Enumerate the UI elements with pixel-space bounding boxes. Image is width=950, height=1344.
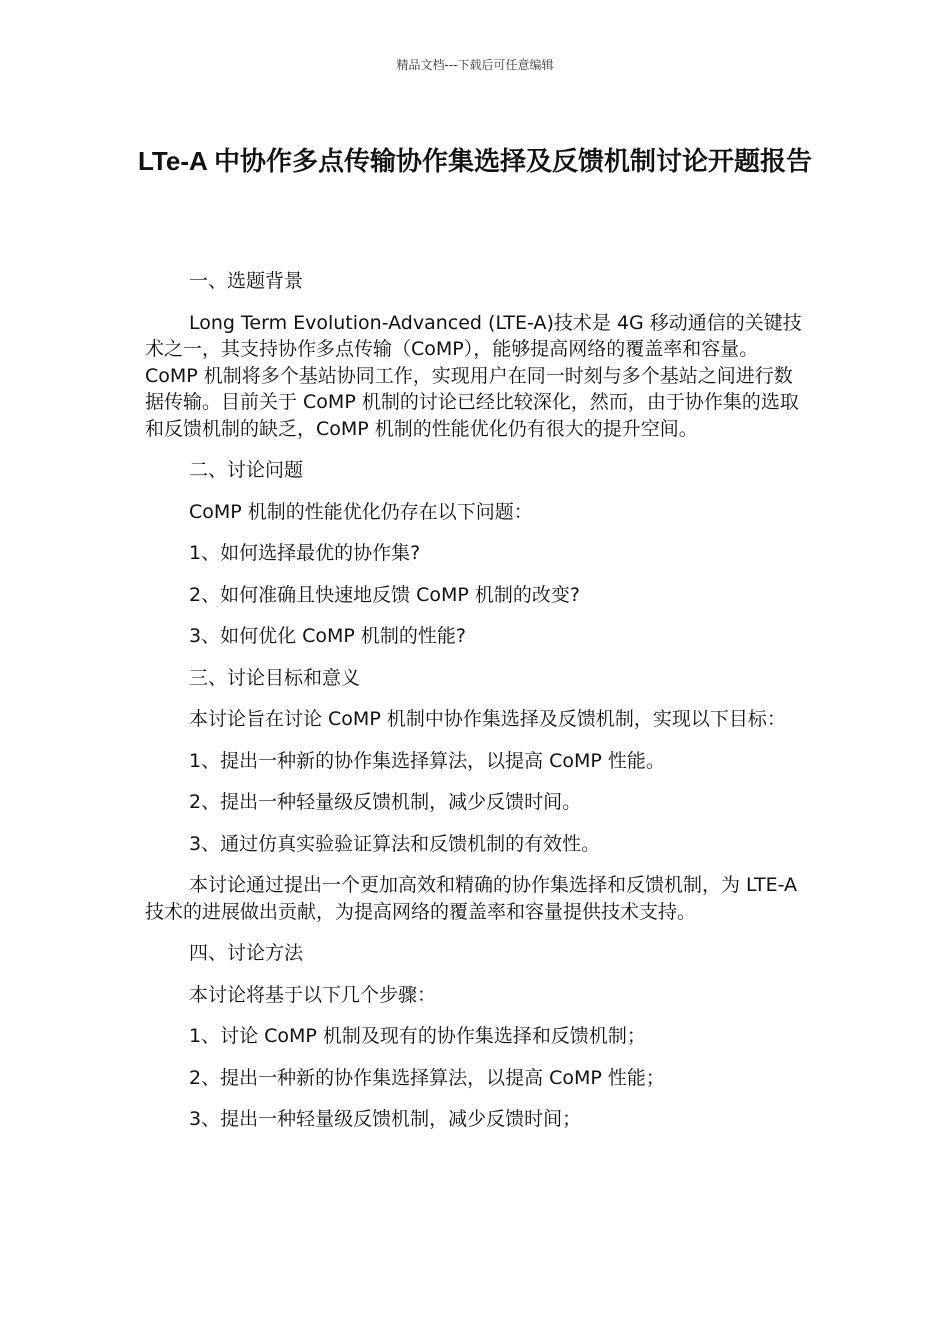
header-note: 精品文档---下载后可任意编辑	[396, 58, 554, 72]
paragraph-problems-intro: CoMP 机制的性能优化仍存在以下问题：	[189, 500, 533, 523]
list-item-goal-3: 3、通过仿真实验验证算法和反馈机制的有效性。	[189, 832, 601, 855]
list-item-goal-1: 1、提出一种新的协作集选择算法，以提高 CoMP 性能。	[189, 749, 665, 772]
paragraph-background: Long Term Evolution-Advanced (LTE-A)技术是 4G 移动通信的关键技术之一，其支持协作多点传输（CoMP），能够提高网络的覆盖率和容量。 CoMP 机制将多个基站协同工作，实现用户在同一时刻与多个基站之间进行数据传输。目前关于 CoMP 机制的讨论已经比较深化，然而，由于协作集的选取和反馈机制的缺乏，CoMP 机制的性能优化仍有很大的提升空间。	[145, 311, 802, 440]
section-heading-problems: 二、讨论问题	[189, 459, 304, 481]
list-item-problem-2: 2、如何准确且快速地反馈 CoMP 机制的改变?	[189, 583, 580, 606]
list-item-problem-3: 3、如何优化 CoMP 机制的性能?	[189, 625, 466, 647]
document-title: LTe-A 中协作多点传输协作集选择及反馈机制讨论开题报告	[137, 146, 813, 176]
list-item-goal-2: 2、提出一种轻量级反馈机制，减少反馈时间。	[189, 791, 582, 813]
list-item-method-1: 1、讨论 CoMP 机制及现有的协作集选择和反馈机制；	[189, 1025, 646, 1047]
paragraph-methods-intro: 本讨论将基于以下几个步骤：	[189, 983, 437, 1006]
paragraph-significance: 本讨论通过提出一个更加高效和精确的协作集选择和反馈机制，为 LTE-A 技术的进展做出贡献，为提高网络的覆盖率和容量提供技术支持。	[145, 874, 798, 923]
list-item-problem-1: 1、如何选择最优的协作集?	[189, 542, 421, 564]
section-heading-goals: 三、讨论目标和意义	[189, 666, 361, 689]
list-item-method-3: 3、提出一种轻量级反馈机制，减少反馈时间；	[189, 1108, 582, 1130]
section-heading-background: 一、选题背景	[189, 270, 304, 292]
document-body	[145, 268, 807, 1148]
section-heading-methods: 四、讨论方法	[189, 942, 304, 964]
paragraph-goals-intro: 本讨论旨在讨论 CoMP 机制中协作集选择及反馈机制，实现以下目标：	[189, 708, 786, 730]
list-item-method-2: 2、提出一种新的协作集选择算法，以提高 CoMP 性能；	[189, 1066, 665, 1089]
